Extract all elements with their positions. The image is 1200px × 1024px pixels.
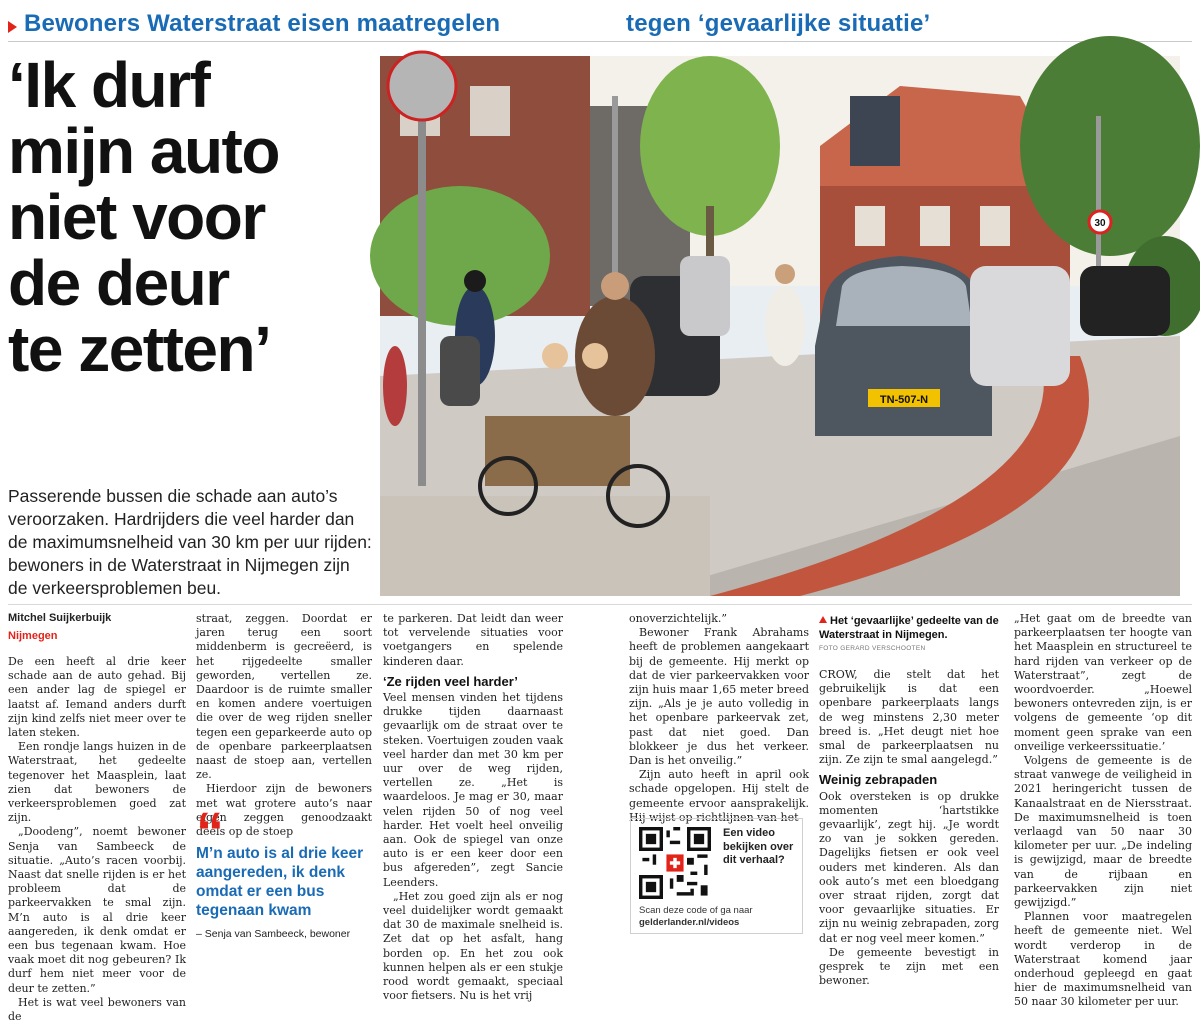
paragraph: straat, zeggen. Doordat er jaren terug een soort middenberm is gecreëerd, is het rijgedeelte smaller geworden, vertellen ze. Daardoor is de ruimte smaller en komen andere voertuigen die over de weg rijden sneller tegen een geparkeerde auto op de openbare parkeerplaatsen naast de stoep aan, vertellen ze. <box>196 612 372 782</box>
paragraph: Veel mensen vinden het tijdens drukke tijden daarnaast gevaarlijk om de straat over te steken. Voertuigen zouden vaak veel harder dan met 30 km per uur over de weg rijden, vertellen ze. „Het is waardeloos. Je mag er 30, maar velen rijden 50 of nog veel harder. Het voelt heel onveilig aan. Ook de spiegel van onze auto is er een keer door een bus afgereden”, zegt Sancie Leenders. <box>383 691 563 889</box>
kicker-left: Bewoners Waterstraat eisen maatregelen <box>24 10 501 37</box>
paragraph: te parkeren. Dat leidt dan weer tot vervelende situaties voor voetgangers en spelende kinderen daar. <box>383 612 563 668</box>
video-qr-box[interactable] <box>630 818 803 934</box>
qr-instructions <box>639 905 799 929</box>
kicker-right: tegen ‘gevaarlijke situatie’ <box>626 10 931 37</box>
article-column-5 <box>819 668 999 988</box>
kicker-rule <box>8 41 1192 42</box>
headline-line: mijn auto <box>8 115 279 187</box>
street-photo <box>380 56 1180 596</box>
paragraph: De een heeft al drie keer schade aan de auto gehad. Bij een ander lag de spiegel er laatst af. Iemand anders durft zijn kind zelfs niet meer over te laten steken. <box>8 655 186 740</box>
license-plate: TN-507-N <box>879 394 929 406</box>
paragraph: onoverzichtelijk.” <box>629 612 728 625</box>
intro-paragraph: Passerende bussen die schade aan auto’s veroorzaken. Hardrijders die veel harder dan de maximumsnelheid van 30 km per uur rijden: bewoners in de Waterstraat in Nijmegen zijn de verkeersproblemen beu. <box>8 486 372 598</box>
paragraph: „Het zou goed zijn als er nog veel duidelijker wordt gemaakt dat 30 de maximale snelheid is. Zet dat op het asfalt, hang borden op. En het zou ook kunnen helpen als er een stukje rood wordt gemaakt, speciaal voor fietsers. Nu is het vrij <box>383 889 563 1003</box>
byline-author: Mitchel Suijkerbuijk <box>8 612 112 624</box>
caption-text: Het ‘gevaarlijke’ gedeelte van de Waterstraat in Nijmegen. <box>819 615 999 641</box>
qr-code-icon[interactable] <box>639 827 711 899</box>
paragraph: „Doodeng”, noemt bewoner Senja van Sambeeck de situatie. „Auto’s racen voorbij. Naast dat snelle rijden is er het probleem dat de parkeervakken te smal zijn. M’n auto is al drie keer aangereden, ik denk omdat er een bus tegenaan kwam. Hoe vaak moet dit nog gebeuren? Ik durf hem niet meer voor de deur te zetten.” <box>8 825 186 995</box>
pull-quote-attribution: – Senja van Sambeeck, bewoner <box>196 928 351 940</box>
pull-quote-text: M’n auto is al drie keer aangereden, ik denk omdat er een bus tegenaan kwam <box>196 845 364 919</box>
street-photo-illustration <box>380 56 1180 596</box>
qr-scan-text: Scan deze code of ga naar <box>639 905 753 916</box>
paragraph: Een rondje langs huizen in de Waterstraat, het gedeelte tegenover het Maasplein, laat zien dat bewoners de verkeersproblemen goed zat zijn. <box>8 740 186 825</box>
headline <box>8 49 373 385</box>
photo-credit: FOTO GERARD VERSCHOOTEN <box>819 645 926 652</box>
paragraph: Volgens de gemeente is de straat vanwege de veiligheid in 2021 heringericht tussen de Kanaalstraat en de Niersstraat. De maximumsnelheid is toen verlaagd van 50 naar 30 kilometer per uur. „De indeling is gewijzigd, maar de breedte van de rijbaan en parkeervakken zijn niet gewijzigd.” <box>1014 754 1192 910</box>
section-kicker <box>8 8 1192 42</box>
paragraph: Het is wat veel bewoners van de <box>8 995 186 1024</box>
paragraph: De gemeente bevestigt in gesprek te zijn met een bewoner. <box>819 945 999 988</box>
subheading: ‘Ze rijden veel harder’ <box>383 673 518 689</box>
paragraph: Plannen voor maatregelen heeft de gemeente niet. Wel wordt verderop in de Waterstraat komend jaar onderhoud gepleegd en gaat hier de maximumsnelheid van 50 naar 30 kilometer per uur. <box>1014 910 1192 1009</box>
headline-line: niet voor <box>8 181 265 253</box>
article-column-6 <box>1014 612 1192 1010</box>
paragraph: „Het gaat om de breedte van parkeerplaatsen ter hoogte van het Maasplein en structureel te hard rijden van verkeer op de Waterstraat”, zegt de woordvoerder. „Hoewel bewoners ontevreden zijn, is er volgens de gemeente ‘op dit moment geen sprake van een onveilige verkeerssituatie.’ <box>1014 612 1192 753</box>
qr-video-prompt: Een video bekijken over dit verhaal? <box>723 827 794 866</box>
paragraph: Bewoner Frank Abrahams heeft de problemen aangekaart bij de gemeente. Hij merkt op dat de vier parkeervakken voor zijn huis maar 1,65 meter breed zijn. „Als je je auto volledig in het openbare parkeervak zet, past dat niet goed. Dan blokkeer je dus het verkeer. Dan is het onveilig.” <box>629 626 809 768</box>
article-column-1 <box>8 655 186 1024</box>
paragraph: CROW, die stelt dat het gebruikelijk is dat een openbare parkeerplaats langs de weg minstens 2,30 meter breed is. „Het deugt niet hoe smal de parkeerplaatsen nu zijn. Ze zijn te smal aangelegd.” <box>819 668 999 767</box>
article-column-3 <box>383 612 563 1003</box>
kicker-marker-icon <box>8 21 17 33</box>
quote-mark-icon: “ <box>196 800 224 863</box>
subheading: Weinig zebrapaden <box>819 772 938 788</box>
caption-text-wrap <box>819 614 999 642</box>
speed-sign-label: 30 <box>1094 218 1106 229</box>
paragraph: Zijn auto heeft in april ook schade opgelopen. Hij stelt de gemeente ervoor aansprakelijk. Hij wijst op richtlijnen van het <box>629 768 809 824</box>
caption-triangle-icon <box>819 616 827 623</box>
paragraph: Hierdoor zijn de bewoners met wat grotere auto’s naar eigen zeggen genoodzaakt deels op de stoep <box>196 782 372 839</box>
headline-line: te zetten’ <box>8 313 271 385</box>
paragraph: Ook oversteken is op drukke momenten ‘hartstikke gevaarlijk’, zegt hij. „Je wordt zo van je sokken gereden. Dagelijks fietsen er ook veel ouders met kinderen. Als dan ook auto’s met een bloedgang over straat rijden, zorgt dat voor gevaarlijke situaties. Er zijn nu weinig zebrapaden, zorg dat er nog veel meer komen.” <box>819 789 999 945</box>
qr-url-link[interactable]: gelderlander.nl/videos <box>639 917 740 928</box>
byline-location: Nijmegen <box>8 630 58 642</box>
article-column-4 <box>629 612 809 825</box>
headline-line: ‘Ik durf <box>8 49 210 121</box>
photo-caption <box>819 614 999 652</box>
headline-line: de deur <box>8 247 229 319</box>
divider <box>8 604 1192 605</box>
